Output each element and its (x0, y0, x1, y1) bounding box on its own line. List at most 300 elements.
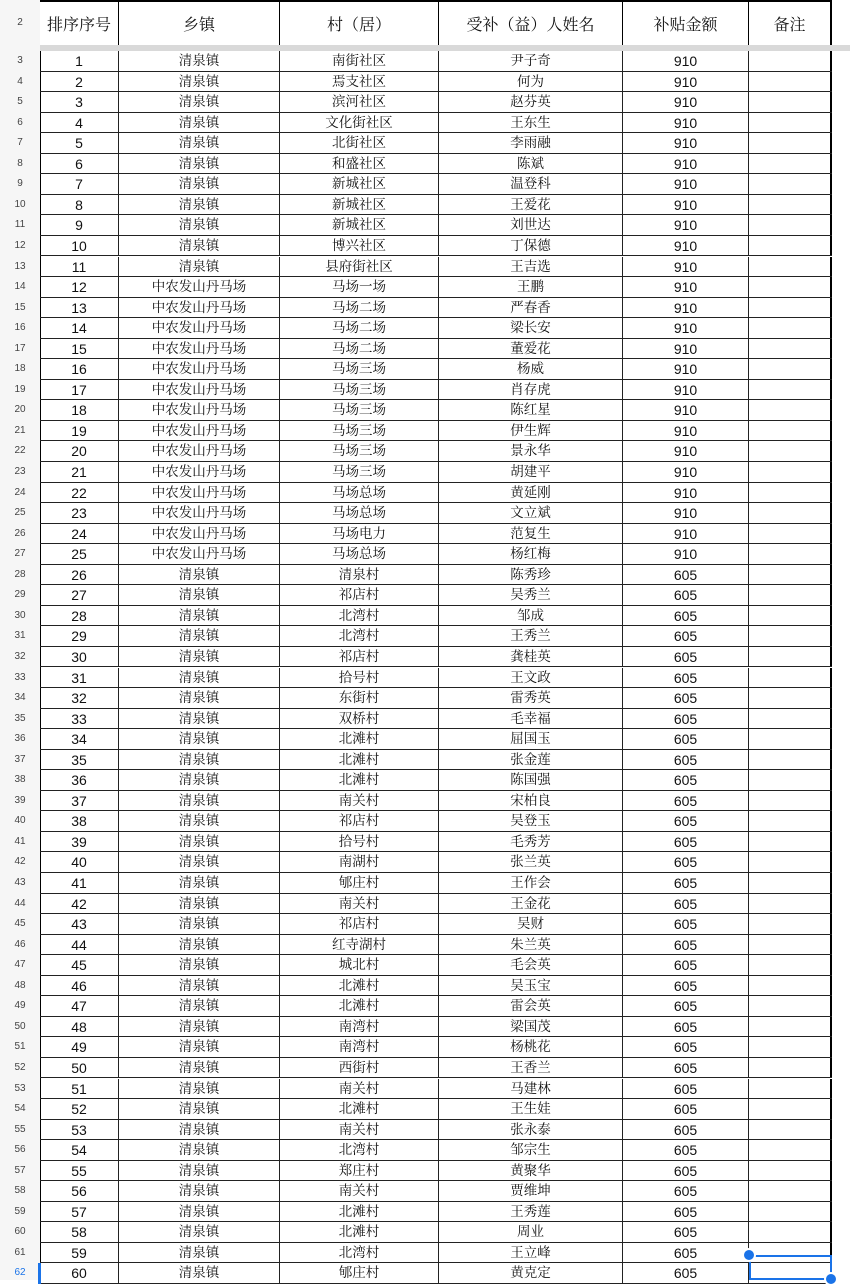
cell-recipient-name[interactable]: 马建林 (439, 1079, 623, 1099)
cell-recipient-name[interactable]: 张永泰 (439, 1120, 623, 1140)
cell-recipient-name[interactable]: 雷会英 (439, 996, 623, 1016)
cell-township[interactable]: 清泉镇 (119, 1037, 280, 1057)
cell-village[interactable]: 滨河社区 (280, 92, 439, 112)
cell-sequence-no[interactable]: 36 (40, 770, 119, 790)
row-number[interactable]: 31 (14, 630, 26, 642)
row-number[interactable]: 45 (14, 918, 26, 930)
cell-subsidy-amount[interactable]: 605 (623, 1120, 749, 1140)
cell-sequence-no[interactable]: 30 (40, 647, 119, 667)
cell-remarks[interactable] (749, 729, 832, 749)
cell-subsidy-amount[interactable]: 910 (623, 441, 749, 461)
cell-remarks[interactable] (749, 1140, 832, 1160)
cell-sequence-no[interactable]: 3 (40, 92, 119, 112)
row-number[interactable]: 56 (14, 1144, 26, 1156)
cell-subsidy-amount[interactable]: 605 (623, 729, 749, 749)
cell-recipient-name[interactable]: 杨红梅 (439, 544, 623, 564)
cell-township[interactable]: 清泉镇 (119, 174, 280, 194)
cell-sequence-no[interactable]: 33 (40, 709, 119, 729)
row-number[interactable]: 14 (14, 281, 26, 293)
cell-recipient-name[interactable]: 王吉选 (439, 257, 623, 277)
cell-subsidy-amount[interactable]: 605 (623, 811, 749, 831)
cell-township[interactable]: 清泉镇 (119, 770, 280, 790)
cell-village[interactable]: 东街村 (280, 688, 439, 708)
cell-village[interactable]: 博兴社区 (280, 236, 439, 256)
cell-village[interactable]: 北湾村 (280, 1243, 439, 1263)
cell-subsidy-amount[interactable]: 910 (623, 421, 749, 441)
cell-subsidy-amount[interactable]: 910 (623, 133, 749, 153)
header-subsidy-amount[interactable]: 补贴金额 (623, 2, 749, 47)
cell-subsidy-amount[interactable]: 910 (623, 72, 749, 92)
cell-township[interactable]: 中农发山丹马场 (119, 441, 280, 461)
cell-village[interactable]: 南关村 (280, 1120, 439, 1140)
cell-sequence-no[interactable]: 56 (40, 1181, 119, 1201)
row-number[interactable]: 12 (14, 239, 26, 251)
cell-township[interactable]: 清泉镇 (119, 914, 280, 934)
cell-recipient-name[interactable]: 陈红星 (439, 400, 623, 420)
cell-sequence-no[interactable]: 1 (40, 51, 119, 71)
cell-township[interactable]: 清泉镇 (119, 92, 280, 112)
cell-recipient-name[interactable]: 肖存虎 (439, 380, 623, 400)
row-number[interactable]: 46 (14, 938, 26, 950)
cell-recipient-name[interactable]: 雷秀英 (439, 688, 623, 708)
cell-township[interactable]: 清泉镇 (119, 1120, 280, 1140)
cell-township[interactable]: 清泉镇 (119, 236, 280, 256)
cell-recipient-name[interactable]: 严春香 (439, 298, 623, 318)
cell-remarks[interactable] (749, 935, 832, 955)
cell-village[interactable]: 新城社区 (280, 174, 439, 194)
cell-remarks[interactable] (749, 606, 832, 626)
cell-subsidy-amount[interactable]: 910 (623, 318, 749, 338)
cell-village[interactable]: 焉支社区 (280, 72, 439, 92)
cell-township[interactable]: 清泉镇 (119, 852, 280, 872)
cell-recipient-name[interactable]: 王生娃 (439, 1099, 623, 1119)
cell-village[interactable]: 马场二场 (280, 318, 439, 338)
cell-subsidy-amount[interactable]: 910 (623, 154, 749, 174)
cell-village[interactable]: 和盛社区 (280, 154, 439, 174)
header-village[interactable]: 村（居） (280, 2, 439, 47)
cell-subsidy-amount[interactable]: 910 (623, 174, 749, 194)
row-number[interactable]: 44 (14, 897, 26, 909)
cell-subsidy-amount[interactable]: 605 (623, 914, 749, 934)
cell-recipient-name[interactable]: 梁国茂 (439, 1017, 623, 1037)
cell-subsidy-amount[interactable]: 605 (623, 770, 749, 790)
row-number[interactable]: 50 (14, 1020, 26, 1032)
cell-subsidy-amount[interactable]: 910 (623, 113, 749, 133)
cell-remarks[interactable] (749, 1181, 832, 1201)
row-number[interactable]: 21 (14, 424, 26, 436)
cell-subsidy-amount[interactable]: 910 (623, 277, 749, 297)
row-number[interactable]: 4 (17, 75, 23, 87)
row-number[interactable]: 22 (14, 445, 26, 457)
cell-sequence-no[interactable]: 15 (40, 339, 119, 359)
cell-subsidy-amount[interactable]: 605 (623, 955, 749, 975)
cell-subsidy-amount[interactable]: 605 (623, 606, 749, 626)
cell-recipient-name[interactable]: 文立斌 (439, 503, 623, 523)
cell-township[interactable]: 清泉镇 (119, 668, 280, 688)
cell-township[interactable]: 清泉镇 (119, 1058, 280, 1078)
cell-township[interactable]: 清泉镇 (119, 585, 280, 605)
cell-sequence-no[interactable]: 39 (40, 832, 119, 852)
cell-sequence-no[interactable]: 21 (40, 462, 119, 482)
row-number[interactable]: 54 (14, 1103, 26, 1115)
cell-village[interactable]: 县府街社区 (280, 257, 439, 277)
cell-subsidy-amount[interactable]: 910 (623, 195, 749, 215)
cell-village[interactable]: 北滩村 (280, 996, 439, 1016)
cell-village[interactable]: 祁店村 (280, 585, 439, 605)
cell-recipient-name[interactable]: 景永华 (439, 441, 623, 461)
cell-township[interactable]: 清泉镇 (119, 606, 280, 626)
cell-sequence-no[interactable]: 60 (40, 1263, 119, 1283)
cell-subsidy-amount[interactable]: 605 (623, 1140, 749, 1160)
cell-sequence-no[interactable]: 4 (40, 113, 119, 133)
cell-sequence-no[interactable]: 8 (40, 195, 119, 215)
cell-subsidy-amount[interactable]: 910 (623, 51, 749, 71)
cell-sequence-no[interactable]: 5 (40, 133, 119, 153)
cell-recipient-name[interactable]: 王金花 (439, 894, 623, 914)
cell-sequence-no[interactable]: 29 (40, 626, 119, 646)
row-number[interactable]: 27 (14, 548, 26, 560)
cell-sequence-no[interactable]: 58 (40, 1222, 119, 1242)
cell-recipient-name[interactable]: 尹子奇 (439, 51, 623, 71)
cell-township[interactable]: 清泉镇 (119, 565, 280, 585)
cell-subsidy-amount[interactable]: 605 (623, 1099, 749, 1119)
cell-remarks[interactable] (749, 298, 832, 318)
cell-village[interactable]: 南湖村 (280, 852, 439, 872)
cell-township[interactable]: 中农发山丹马场 (119, 298, 280, 318)
cell-remarks[interactable] (749, 503, 832, 523)
cell-subsidy-amount[interactable]: 605 (623, 626, 749, 646)
cell-remarks[interactable] (749, 1120, 832, 1140)
cell-township[interactable]: 清泉镇 (119, 257, 280, 277)
cell-subsidy-amount[interactable]: 910 (623, 92, 749, 112)
cell-sequence-no[interactable]: 26 (40, 565, 119, 585)
cell-township[interactable]: 中农发山丹马场 (119, 400, 280, 420)
cell-township[interactable]: 清泉镇 (119, 647, 280, 667)
cell-recipient-name[interactable]: 胡建平 (439, 462, 623, 482)
cell-sequence-no[interactable]: 43 (40, 914, 119, 934)
cell-sequence-no[interactable]: 23 (40, 503, 119, 523)
cell-subsidy-amount[interactable]: 910 (623, 236, 749, 256)
selected-cell-range[interactable] (749, 1255, 832, 1280)
cell-township[interactable]: 清泉镇 (119, 832, 280, 852)
cell-village[interactable]: 红寺湖村 (280, 935, 439, 955)
cell-remarks[interactable] (749, 565, 832, 585)
cell-sequence-no[interactable]: 14 (40, 318, 119, 338)
cell-subsidy-amount[interactable]: 605 (623, 709, 749, 729)
cell-township[interactable]: 清泉镇 (119, 1017, 280, 1037)
row-number[interactable]: 7 (17, 137, 23, 149)
cell-remarks[interactable] (749, 647, 832, 667)
cell-subsidy-amount[interactable]: 910 (623, 524, 749, 544)
cell-village[interactable]: 马场三场 (280, 421, 439, 441)
cell-sequence-no[interactable]: 6 (40, 154, 119, 174)
cell-village[interactable]: 清泉村 (280, 565, 439, 585)
cell-remarks[interactable] (749, 1202, 832, 1222)
cell-recipient-name[interactable]: 王秀兰 (439, 626, 623, 646)
cell-recipient-name[interactable]: 宋柏良 (439, 791, 623, 811)
cell-township[interactable]: 中农发山丹马场 (119, 277, 280, 297)
row-number[interactable]: 33 (14, 671, 26, 683)
cell-township[interactable]: 中农发山丹马场 (119, 318, 280, 338)
cell-subsidy-amount[interactable]: 605 (623, 996, 749, 1016)
cell-remarks[interactable] (749, 113, 832, 133)
row-number[interactable]: 48 (14, 979, 26, 991)
cell-recipient-name[interactable]: 吴财 (439, 914, 623, 934)
cell-remarks[interactable] (749, 544, 832, 564)
cell-village[interactable]: 马场一场 (280, 277, 439, 297)
cell-township[interactable]: 清泉镇 (119, 215, 280, 235)
cell-subsidy-amount[interactable]: 605 (623, 1017, 749, 1037)
cell-township[interactable]: 清泉镇 (119, 894, 280, 914)
cell-remarks[interactable] (749, 1037, 832, 1057)
cell-recipient-name[interactable]: 朱兰英 (439, 935, 623, 955)
cell-sequence-no[interactable]: 47 (40, 996, 119, 1016)
cell-recipient-name[interactable]: 王作会 (439, 873, 623, 893)
cell-remarks[interactable] (749, 914, 832, 934)
row-number[interactable]: 37 (14, 753, 26, 765)
cell-village[interactable]: 郇庄村 (280, 1263, 439, 1283)
cell-village[interactable]: 北湾村 (280, 1140, 439, 1160)
cell-township[interactable]: 清泉镇 (119, 1222, 280, 1242)
row-number[interactable]: 26 (14, 527, 26, 539)
cell-subsidy-amount[interactable]: 605 (623, 832, 749, 852)
cell-sequence-no[interactable]: 55 (40, 1161, 119, 1181)
row-number[interactable]: 58 (14, 1185, 26, 1197)
cell-subsidy-amount[interactable]: 605 (623, 852, 749, 872)
cell-remarks[interactable] (749, 524, 832, 544)
cell-remarks[interactable] (749, 873, 832, 893)
cell-recipient-name[interactable]: 何为 (439, 72, 623, 92)
cell-township[interactable]: 中农发山丹马场 (119, 544, 280, 564)
cell-township[interactable]: 清泉镇 (119, 626, 280, 646)
cell-village[interactable]: 北滩村 (280, 1099, 439, 1119)
cell-village[interactable]: 城北村 (280, 955, 439, 975)
cell-village[interactable]: 郇庄村 (280, 873, 439, 893)
cell-subsidy-amount[interactable]: 605 (623, 688, 749, 708)
cell-subsidy-amount[interactable]: 910 (623, 544, 749, 564)
row-number[interactable]: 17 (14, 342, 26, 354)
row-number[interactable]: 39 (14, 794, 26, 806)
cell-sequence-no[interactable]: 40 (40, 852, 119, 872)
cell-township[interactable]: 清泉镇 (119, 996, 280, 1016)
cell-remarks[interactable] (749, 339, 832, 359)
cell-subsidy-amount[interactable]: 605 (623, 750, 749, 770)
cell-village[interactable]: 拾号村 (280, 832, 439, 852)
cell-sequence-no[interactable]: 42 (40, 894, 119, 914)
cell-remarks[interactable] (749, 72, 832, 92)
cell-remarks[interactable] (749, 811, 832, 831)
cell-township[interactable]: 中农发山丹马场 (119, 503, 280, 523)
cell-township[interactable]: 中农发山丹马场 (119, 421, 280, 441)
row-number[interactable]: 10 (14, 198, 26, 210)
cell-township[interactable]: 清泉镇 (119, 1243, 280, 1263)
cell-sequence-no[interactable]: 45 (40, 955, 119, 975)
cell-recipient-name[interactable]: 王香兰 (439, 1058, 623, 1078)
cell-sequence-no[interactable]: 31 (40, 668, 119, 688)
cell-township[interactable]: 清泉镇 (119, 1099, 280, 1119)
row-number[interactable]: 60 (14, 1226, 26, 1238)
cell-recipient-name[interactable]: 龚桂英 (439, 647, 623, 667)
cell-subsidy-amount[interactable]: 910 (623, 503, 749, 523)
cell-recipient-name[interactable]: 杨桃花 (439, 1037, 623, 1057)
cell-sequence-no[interactable]: 7 (40, 174, 119, 194)
row-number[interactable]: 18 (14, 363, 26, 375)
cell-remarks[interactable] (749, 1079, 832, 1099)
cell-remarks[interactable] (749, 688, 832, 708)
cell-remarks[interactable] (749, 1017, 832, 1037)
cell-village[interactable]: 南关村 (280, 1079, 439, 1099)
row-number[interactable]: 13 (14, 260, 26, 272)
cell-village[interactable]: 马场总场 (280, 483, 439, 503)
cell-subsidy-amount[interactable]: 605 (623, 873, 749, 893)
cell-recipient-name[interactable]: 邹宗生 (439, 1140, 623, 1160)
cell-subsidy-amount[interactable]: 605 (623, 668, 749, 688)
cell-subsidy-amount[interactable]: 910 (623, 483, 749, 503)
cell-sequence-no[interactable]: 18 (40, 400, 119, 420)
cell-subsidy-amount[interactable]: 605 (623, 1161, 749, 1181)
cell-recipient-name[interactable]: 刘世达 (439, 215, 623, 235)
row-number[interactable]: 32 (14, 650, 26, 662)
row-number[interactable]: 49 (14, 1000, 26, 1012)
cell-township[interactable]: 清泉镇 (119, 1181, 280, 1201)
cell-remarks[interactable] (749, 832, 832, 852)
cell-village[interactable]: 北滩村 (280, 729, 439, 749)
row-number[interactable]: 34 (14, 692, 26, 704)
cell-subsidy-amount[interactable]: 910 (623, 359, 749, 379)
cell-sequence-no[interactable]: 19 (40, 421, 119, 441)
cell-sequence-no[interactable]: 50 (40, 1058, 119, 1078)
cell-village[interactable]: 马场电力 (280, 524, 439, 544)
cell-village[interactable]: 南湾村 (280, 1017, 439, 1037)
cell-recipient-name[interactable]: 吴登玉 (439, 811, 623, 831)
cell-recipient-name[interactable]: 陈斌 (439, 154, 623, 174)
cell-village[interactable]: 马场三场 (280, 441, 439, 461)
cell-recipient-name[interactable]: 毛幸福 (439, 709, 623, 729)
selection-handle-top-left[interactable] (742, 1248, 756, 1262)
cell-township[interactable]: 中农发山丹马场 (119, 359, 280, 379)
row-number-header[interactable]: 2 (17, 17, 23, 28)
cell-village[interactable]: 北滩村 (280, 750, 439, 770)
cell-sequence-no[interactable]: 27 (40, 585, 119, 605)
cell-recipient-name[interactable]: 贾维坤 (439, 1181, 623, 1201)
cell-village[interactable]: 南关村 (280, 1181, 439, 1201)
cell-village[interactable]: 南关村 (280, 791, 439, 811)
header-sequence-no[interactable]: 排序序号 (40, 2, 119, 47)
cell-remarks[interactable] (749, 791, 832, 811)
row-number[interactable]: 53 (14, 1082, 26, 1094)
row-number[interactable]: 20 (14, 404, 26, 416)
cell-township[interactable]: 清泉镇 (119, 709, 280, 729)
cell-sequence-no[interactable]: 59 (40, 1243, 119, 1263)
cell-sequence-no[interactable]: 48 (40, 1017, 119, 1037)
cell-remarks[interactable] (749, 51, 832, 71)
cell-sequence-no[interactable]: 54 (40, 1140, 119, 1160)
cell-subsidy-amount[interactable]: 605 (623, 935, 749, 955)
row-number[interactable]: 29 (14, 589, 26, 601)
cell-village[interactable]: 马场总场 (280, 544, 439, 564)
cell-recipient-name[interactable]: 梁长安 (439, 318, 623, 338)
cell-recipient-name[interactable]: 黄聚华 (439, 1161, 623, 1181)
cell-recipient-name[interactable]: 王鹏 (439, 277, 623, 297)
selection-handle-bottom-right[interactable] (824, 1272, 838, 1286)
cell-sequence-no[interactable]: 32 (40, 688, 119, 708)
cell-sequence-no[interactable]: 34 (40, 729, 119, 749)
cell-remarks[interactable] (749, 852, 832, 872)
cell-sequence-no[interactable]: 37 (40, 791, 119, 811)
cell-sequence-no[interactable]: 28 (40, 606, 119, 626)
cell-township[interactable]: 清泉镇 (119, 51, 280, 71)
cell-township[interactable]: 清泉镇 (119, 791, 280, 811)
cell-village[interactable]: 马场三场 (280, 380, 439, 400)
cell-recipient-name[interactable]: 邹成 (439, 606, 623, 626)
row-number[interactable]: 28 (14, 568, 26, 580)
row-number[interactable]: 43 (14, 877, 26, 888)
cell-township[interactable]: 清泉镇 (119, 133, 280, 153)
row-number[interactable]: 5 (17, 96, 23, 108)
cell-township[interactable]: 中农发山丹马场 (119, 524, 280, 544)
row-number[interactable]: 47 (14, 959, 26, 971)
cell-recipient-name[interactable]: 丁保德 (439, 236, 623, 256)
row-number[interactable]: 61 (14, 1246, 26, 1258)
cell-recipient-name[interactable]: 范复生 (439, 524, 623, 544)
cell-recipient-name[interactable]: 陈国强 (439, 770, 623, 790)
cell-sequence-no[interactable]: 20 (40, 441, 119, 461)
cell-sequence-no[interactable]: 51 (40, 1079, 119, 1099)
cell-sequence-no[interactable]: 10 (40, 236, 119, 256)
row-number[interactable]: 36 (14, 733, 26, 745)
cell-recipient-name[interactable]: 温登科 (439, 174, 623, 194)
cell-remarks[interactable] (749, 709, 832, 729)
row-number[interactable]: 40 (14, 815, 26, 827)
row-number[interactable]: 9 (17, 178, 23, 190)
cell-township[interactable]: 清泉镇 (119, 154, 280, 174)
cell-remarks[interactable] (749, 483, 832, 503)
cell-sequence-no[interactable]: 46 (40, 976, 119, 996)
cell-township[interactable]: 中农发山丹马场 (119, 339, 280, 359)
cell-recipient-name[interactable]: 赵芬英 (439, 92, 623, 112)
cell-sequence-no[interactable]: 41 (40, 873, 119, 893)
cell-village[interactable]: 马场三场 (280, 400, 439, 420)
row-number[interactable]: 15 (14, 301, 26, 313)
cell-recipient-name[interactable]: 杨威 (439, 359, 623, 379)
cell-township[interactable]: 清泉镇 (119, 955, 280, 975)
cell-village[interactable]: 西街村 (280, 1058, 439, 1078)
cell-remarks[interactable] (749, 1161, 832, 1181)
cell-sequence-no[interactable]: 22 (40, 483, 119, 503)
cell-subsidy-amount[interactable]: 910 (623, 298, 749, 318)
cell-subsidy-amount[interactable]: 910 (623, 400, 749, 420)
cell-remarks[interactable] (749, 215, 832, 235)
cell-village[interactable]: 北滩村 (280, 1222, 439, 1242)
cell-sequence-no[interactable]: 38 (40, 811, 119, 831)
cell-subsidy-amount[interactable]: 910 (623, 462, 749, 482)
cell-sequence-no[interactable]: 13 (40, 298, 119, 318)
cell-village[interactable]: 马场二场 (280, 298, 439, 318)
cell-village[interactable]: 祁店村 (280, 811, 439, 831)
cell-sequence-no[interactable]: 2 (40, 72, 119, 92)
row-number[interactable]: 62 (14, 1267, 26, 1279)
row-number[interactable]: 25 (14, 507, 26, 519)
header-remarks[interactable]: 备注 (749, 2, 832, 47)
cell-recipient-name[interactable]: 吴玉宝 (439, 976, 623, 996)
cell-recipient-name[interactable]: 张兰英 (439, 852, 623, 872)
cell-remarks[interactable] (749, 441, 832, 461)
cell-subsidy-amount[interactable]: 605 (623, 585, 749, 605)
cell-remarks[interactable] (749, 421, 832, 441)
cell-remarks[interactable] (749, 626, 832, 646)
cell-village[interactable]: 马场二场 (280, 339, 439, 359)
cell-recipient-name[interactable]: 吴秀兰 (439, 585, 623, 605)
